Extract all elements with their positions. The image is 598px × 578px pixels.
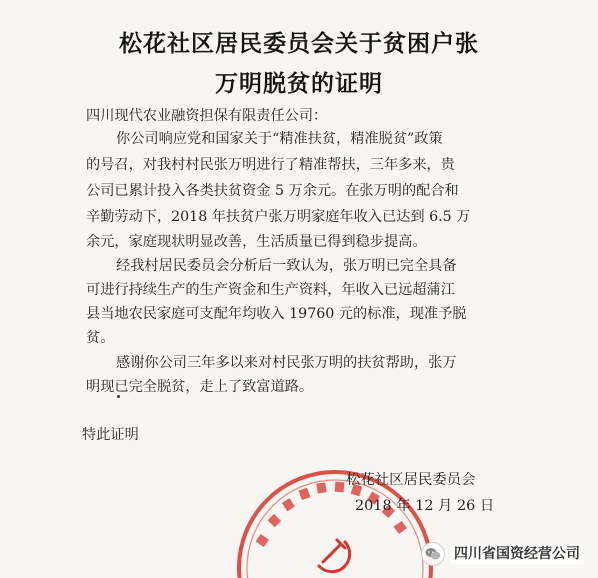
signature-organization: 松花社区居民委员会 — [346, 472, 476, 488]
document-title-line-2: 万明脱贫的证明 — [215, 71, 383, 97]
watermark-text: 四川省国资经营公司 — [450, 544, 584, 564]
paragraph3-line: 明现已完全脱贫，走上了致富道路。 — [86, 379, 314, 395]
watermark-badge — [421, 543, 584, 565]
paragraph2-line: 可进行持续生产的生产资金和生产资料，年收入已远超蒲江 — [86, 282, 455, 298]
paragraph2-line: 贫。 — [86, 330, 115, 346]
paragraph3-line: 感谢你公司三年多以来对村民张万明的扶贫帮助，张万 — [116, 355, 457, 371]
paragraph1-line: 的号召，对我村村民张万明进行了精准帮扶，三年多来，贵 — [86, 157, 455, 173]
paragraph2-line: 县当地农民家庭可支配年均收入 19760 元的标准，现准予脱 — [86, 306, 467, 322]
paragraph1-line: 公司已累计投入各类扶贫资金 5 万余元。在张万明的配合和 — [86, 183, 459, 199]
paragraph1-line: 余元，家庭现状明显改善，生活质量已得到稳步提高。 — [86, 234, 427, 250]
paragraph2-line: 经我村居民委员会分析后一致认为，张万明已完全具备 — [116, 258, 457, 274]
recipient-line: 四川现代农业融资担保有限责任公司： — [86, 108, 328, 124]
ink-dot — [117, 395, 120, 398]
signature-date: 2018 年 12 月 26 日 — [355, 498, 495, 514]
closing-line: 特此证明 — [82, 427, 139, 443]
paragraph1-line: 你公司响应党和国家关于“精准扶贫，精准脱贫”政策 — [116, 131, 443, 147]
emblem-icon — [319, 540, 350, 572]
wechat-icon — [421, 542, 445, 566]
paragraph1-line: 辛勤劳动下，2018 年扶贫户张万明家庭年收入已达到 6.5 万 — [86, 209, 471, 225]
document-title-line-1: 松花社区居民委员会关于贫困户张 — [119, 31, 479, 57]
